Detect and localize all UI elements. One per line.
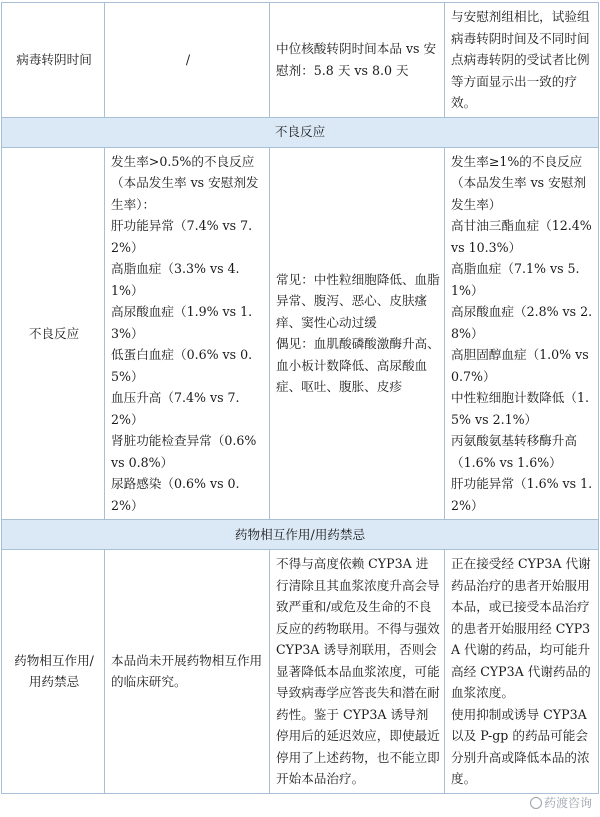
adverse-col2-line: 肝功能异常（7.4% vs 7.2%） <box>111 218 253 255</box>
adverse-col2-line: 高脂血症（3.3% vs 4.1%） <box>111 261 240 298</box>
adverse-col2-line: 血压升高（7.4% vs 7.2%） <box>111 390 240 427</box>
interaction-col3: 不得与高度依赖 CYP3A 进行清除且其血浆浓度升高会导致严重和/或危及生命的不良反应的药物联用。不得与强效 CYP3A 诱导剂联用，否则会显著降低本品血浆浓度，可能导致病毒学应答丧失和潜在耐药性。鉴于 CYP3A 诱导剂停用后的延迟效应，即使最近停用了上述药物，也不能立即开始本品治疗。 <box>270 550 445 794</box>
section-header-row <box>2 117 599 147</box>
watermark <box>528 794 594 811</box>
table-row <box>2 147 599 520</box>
interaction-col4-line: 正在接受经 CYP3A 代谢药品治疗的患者开始服用本品，或已接受本品治疗的患者开始服用经 CYP3A 代谢的药品，均可能升高经 CYP3A 代谢药品的血浆浓度。 <box>451 556 591 700</box>
comparison-table <box>1 2 599 794</box>
adverse-col4-line: 高尿酸血症（2.8% vs 2.8%） <box>451 304 593 341</box>
adverse-col4-line: 高甘油三酯血症（12.4% vs 10.3%） <box>451 218 592 255</box>
adverse-col3-line: 常见：中性粒细胞降低、血脂异常、腹泻、恶心、皮肤瘙痒、窦性心动过缓 <box>276 271 440 330</box>
adverse-col2-line: 肾脏功能检查异常（0.6% vs 0.8%） <box>111 433 257 470</box>
conversion-col3: 中位核酸转阴时间本品 vs 安慰剂：5.8 天 vs 8.0 天 <box>270 3 445 118</box>
adverse-col3-line: 偶见：血肌酸磷酸激酶升高、血小板计数降低、高尿酸血症、呕吐、腹胀、皮疹 <box>276 336 440 395</box>
adverse-col2 <box>105 147 270 520</box>
adverse-col2-line: 发生率>0.5%的不良反应（本品发生率 vs 安慰剂发生率）： <box>111 153 259 212</box>
adverse-col4 <box>445 147 599 520</box>
watermark-text: 药渡咨询 <box>543 796 592 810</box>
interaction-col2: 本品尚未开展药物相互作用的临床研究。 <box>105 550 270 794</box>
adverse-col4-line: 高胆固醇血症（1.0% vs 0.7%） <box>451 347 589 384</box>
wechat-icon <box>530 797 542 809</box>
adverse-col3 <box>270 147 445 520</box>
table-row <box>2 3 599 118</box>
adverse-col2-line: 低蛋白血症（0.6% vs 0.5%） <box>111 347 253 384</box>
row-label-conversion: 病毒转阴时间 <box>2 3 105 118</box>
adverse-col4-line: 丙氨酸氨基转移酶升高（1.6% vs 1.6%） <box>451 433 577 470</box>
interaction-col4-line: 使用抑制或诱导 CYP3A 以及 P-gp 的药品可能会分别升高或降低本品的浓度。 <box>451 706 590 786</box>
row-label-interaction: 药物相互作用/用药禁忌 <box>2 550 105 794</box>
row-label-adverse: 不良反应 <box>2 147 105 520</box>
section-header-row <box>2 520 599 550</box>
adverse-col4-line: 肝功能异常（1.6% vs 1.2%） <box>451 476 593 513</box>
conversion-col2: / <box>105 3 270 118</box>
adverse-col4-line: 高脂血症（7.1% vs 5.1%） <box>451 261 580 298</box>
adverse-col2-line: 高尿酸血症（1.9% vs 1.3%） <box>111 304 253 341</box>
adverse-col4-line: 中性粒细胞计数降低（1.5% vs 2.1%） <box>451 390 589 427</box>
interaction-col4 <box>445 550 599 794</box>
conversion-col4: 与安慰剂组相比，试验组病毒转阴时间及不同时间点病毒转阴的受试者比例等方面显示出一致的疗效。 <box>445 3 599 118</box>
section-title-adverse: 不良反应 <box>2 117 599 147</box>
section-title-interaction: 药物相互作用/用药禁忌 <box>2 520 599 550</box>
adverse-col2-line: 尿路感染（0.6% vs 0.2%） <box>111 476 240 513</box>
table-row <box>2 550 599 794</box>
adverse-col4-line: 发生率≥1%的不良反应（本品发生率 vs 安慰剂发生率） <box>451 153 586 212</box>
